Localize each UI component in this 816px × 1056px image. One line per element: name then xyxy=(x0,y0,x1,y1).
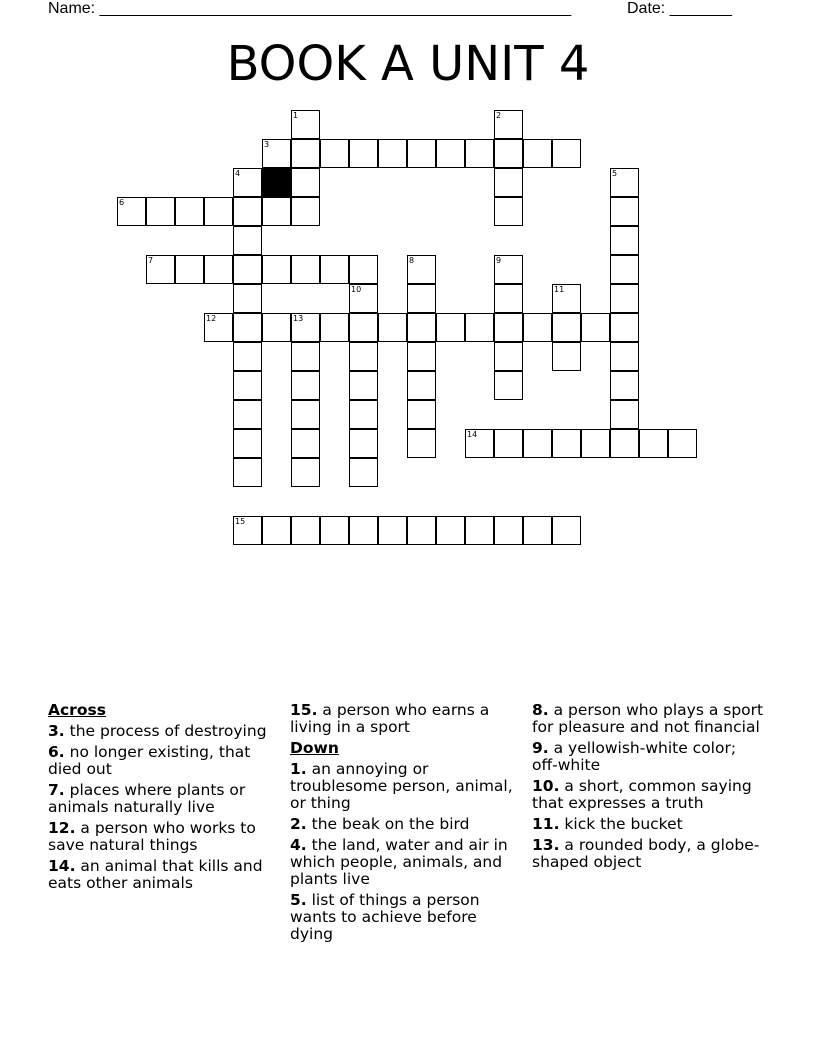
crossword-cell[interactable] xyxy=(523,516,552,545)
crossword-cell[interactable] xyxy=(465,516,494,545)
clue-number: 2 xyxy=(496,111,502,120)
crossword-cell[interactable] xyxy=(610,197,639,226)
crossword-cell[interactable] xyxy=(291,255,320,284)
crossword-cell[interactable] xyxy=(610,400,639,429)
page-title: BOOK A UNIT 4 xyxy=(226,36,590,92)
clue-down-10: 10. a short, common saying that expresses a truth xyxy=(532,777,752,812)
crossword-block xyxy=(262,168,291,197)
crossword-cell[interactable] xyxy=(668,429,697,458)
crossword-cell[interactable] xyxy=(349,458,378,487)
crossword-cell[interactable] xyxy=(233,255,262,284)
crossword-cell[interactable] xyxy=(204,255,233,284)
clues-column-3 xyxy=(532,702,764,875)
crossword-cell[interactable] xyxy=(233,342,262,371)
crossword-cell[interactable] xyxy=(465,139,494,168)
crossword-cell[interactable] xyxy=(494,139,523,168)
crossword-cell[interactable] xyxy=(262,139,291,168)
clue-number: 3 xyxy=(264,140,270,149)
clue-down-1: 1. an annoying or troublesome person, animal, or thing xyxy=(290,760,513,812)
clue-down-13: 13. a rounded body, a globe-shaped object xyxy=(532,836,760,871)
crossword-cell[interactable] xyxy=(320,313,349,342)
clue-number: 4 xyxy=(235,169,241,178)
crossword-cell[interactable] xyxy=(407,342,436,371)
crossword-cell[interactable] xyxy=(610,371,639,400)
crossword-cell[interactable] xyxy=(233,168,262,197)
crossword-cell[interactable] xyxy=(552,313,581,342)
crossword-cell[interactable] xyxy=(610,168,639,197)
crossword-cell[interactable] xyxy=(552,139,581,168)
crossword-cell[interactable] xyxy=(291,197,320,226)
crossword-cell[interactable] xyxy=(146,255,175,284)
clue-across-3: 3. the process of destroying xyxy=(48,722,267,740)
crossword-cell[interactable] xyxy=(581,429,610,458)
crossword-cell[interactable] xyxy=(175,255,204,284)
crossword-cell[interactable] xyxy=(436,313,465,342)
crossword-cell[interactable] xyxy=(523,139,552,168)
clue-number: 10 xyxy=(351,285,362,294)
crossword-cell[interactable] xyxy=(349,516,378,545)
crossword-cell[interactable] xyxy=(494,342,523,371)
crossword-cell[interactable] xyxy=(407,516,436,545)
clue-number: 5 xyxy=(612,169,618,178)
across-heading: Across xyxy=(48,701,106,719)
crossword-cell[interactable] xyxy=(320,255,349,284)
clue-number: 11 xyxy=(554,285,565,294)
clue-down-11: 11. kick the bucket xyxy=(532,815,683,833)
crossword-cell[interactable] xyxy=(494,255,523,284)
crossword-cell[interactable] xyxy=(233,516,262,545)
crossword-cell[interactable] xyxy=(291,342,320,371)
clues-column-1 xyxy=(48,702,276,896)
crossword-cell[interactable] xyxy=(407,284,436,313)
crossword-cell[interactable] xyxy=(494,371,523,400)
crossword-cell[interactable] xyxy=(494,313,523,342)
crossword-cell[interactable] xyxy=(407,255,436,284)
name-field-label[interactable]: Name: _____________________________________________________ xyxy=(48,0,572,17)
clue-number: 13 xyxy=(293,314,304,323)
crossword-cell[interactable] xyxy=(349,400,378,429)
crossword-cell[interactable] xyxy=(465,313,494,342)
crossword-cell[interactable] xyxy=(465,429,494,458)
crossword-cell[interactable] xyxy=(407,400,436,429)
clue-number: 9 xyxy=(496,256,502,265)
crossword-cell[interactable] xyxy=(291,458,320,487)
crossword-cell[interactable] xyxy=(262,197,291,226)
clue-number: 1 xyxy=(293,111,299,120)
crossword-cell[interactable] xyxy=(407,313,436,342)
clue-number: 12 xyxy=(206,314,217,323)
crossword-cell[interactable] xyxy=(639,429,668,458)
crossword-cell[interactable] xyxy=(262,313,291,342)
crossword-cell[interactable] xyxy=(262,516,291,545)
crossword-cell[interactable] xyxy=(349,313,378,342)
crossword-cell[interactable] xyxy=(610,342,639,371)
crossword-cell[interactable] xyxy=(349,371,378,400)
crossword-cell[interactable] xyxy=(378,139,407,168)
crossword-cell[interactable] xyxy=(494,168,523,197)
clue-number: 15 xyxy=(235,517,246,526)
down-heading: Down xyxy=(290,739,339,757)
crossword-cell[interactable] xyxy=(552,342,581,371)
crossword-cell[interactable] xyxy=(233,313,262,342)
crossword-cell[interactable] xyxy=(291,429,320,458)
clue-across-12: 12. a person who works to save natural things xyxy=(48,819,256,854)
crossword-cell[interactable] xyxy=(349,429,378,458)
crossword-cell[interactable] xyxy=(204,197,233,226)
crossword-cell[interactable] xyxy=(610,255,639,284)
crossword-cell[interactable] xyxy=(610,429,639,458)
crossword-cell[interactable] xyxy=(233,197,262,226)
crossword-cell[interactable] xyxy=(233,226,262,255)
clue-across-15: 15. a person who earns a living in a sport xyxy=(290,701,490,736)
clue-across-14: 14. an animal that kills and eats other animals xyxy=(48,857,263,892)
clue-down-8: 8. a person who plays a sport for pleasure and not financial xyxy=(532,701,764,736)
crossword-cell[interactable] xyxy=(407,371,436,400)
date-field-label[interactable]: Date: _______ xyxy=(627,0,732,17)
crossword-cell[interactable] xyxy=(233,458,262,487)
clue-across-7: 7. places where plants or animals naturally live xyxy=(48,781,246,816)
clue-down-5: 5. list of things a person wants to achieve before dying xyxy=(290,891,480,943)
crossword-cell[interactable] xyxy=(436,516,465,545)
crossword-cell[interactable] xyxy=(349,255,378,284)
crossword-cell[interactable] xyxy=(494,429,523,458)
crossword-cell[interactable] xyxy=(291,516,320,545)
clue-number: 6 xyxy=(119,198,125,207)
clues-column-2 xyxy=(290,702,522,947)
crossword-cell[interactable] xyxy=(494,197,523,226)
clue-number: 7 xyxy=(148,256,154,265)
crossword-cell[interactable] xyxy=(523,313,552,342)
crossword-cell[interactable] xyxy=(610,284,639,313)
crossword-cell[interactable] xyxy=(233,371,262,400)
crossword-cell[interactable] xyxy=(407,429,436,458)
crossword-cell[interactable] xyxy=(291,371,320,400)
crossword-cell[interactable] xyxy=(494,516,523,545)
crossword-cell[interactable] xyxy=(610,226,639,255)
crossword-cell[interactable] xyxy=(146,197,175,226)
clue-number: 14 xyxy=(467,430,478,439)
crossword-cell[interactable] xyxy=(291,400,320,429)
crossword-cell[interactable] xyxy=(349,284,378,313)
crossword-cell[interactable] xyxy=(407,139,436,168)
clue-down-4: 4. the land, water and air in which people, animals, and plants live xyxy=(290,836,508,888)
crossword-cell[interactable] xyxy=(494,110,523,139)
crossword-cell[interactable] xyxy=(494,284,523,313)
crossword-cell[interactable] xyxy=(552,284,581,313)
crossword-cell[interactable] xyxy=(610,313,639,342)
crossword-cell[interactable] xyxy=(233,400,262,429)
crossword-cell[interactable] xyxy=(523,429,552,458)
crossword-cell[interactable] xyxy=(117,197,146,226)
clue-down-2: 2. the beak on the bird xyxy=(290,815,470,833)
crossword-cell[interactable] xyxy=(291,139,320,168)
crossword-cell[interactable] xyxy=(233,429,262,458)
crossword-cell[interactable] xyxy=(378,516,407,545)
clue-across-6: 6. no longer existing, that died out xyxy=(48,743,251,778)
crossword-cell[interactable] xyxy=(378,313,407,342)
crossword-cell[interactable] xyxy=(552,516,581,545)
crossword-cell[interactable] xyxy=(175,197,204,226)
crossword-cell[interactable] xyxy=(291,110,320,139)
crossword-cell[interactable] xyxy=(233,284,262,313)
crossword-cell[interactable] xyxy=(320,139,349,168)
crossword-cell[interactable] xyxy=(320,516,349,545)
crossword-cell[interactable] xyxy=(581,313,610,342)
crossword-cell[interactable] xyxy=(349,342,378,371)
clue-down-9: 9. a yellowish-white color; off-white xyxy=(532,739,737,774)
crossword-cell[interactable] xyxy=(436,139,465,168)
crossword-cell[interactable] xyxy=(204,313,233,342)
crossword-cell[interactable] xyxy=(262,255,291,284)
crossword-cell[interactable] xyxy=(552,429,581,458)
clue-number: 8 xyxy=(409,256,415,265)
crossword-cell[interactable] xyxy=(291,168,320,197)
crossword-cell[interactable] xyxy=(291,313,320,342)
crossword-cell[interactable] xyxy=(349,139,378,168)
